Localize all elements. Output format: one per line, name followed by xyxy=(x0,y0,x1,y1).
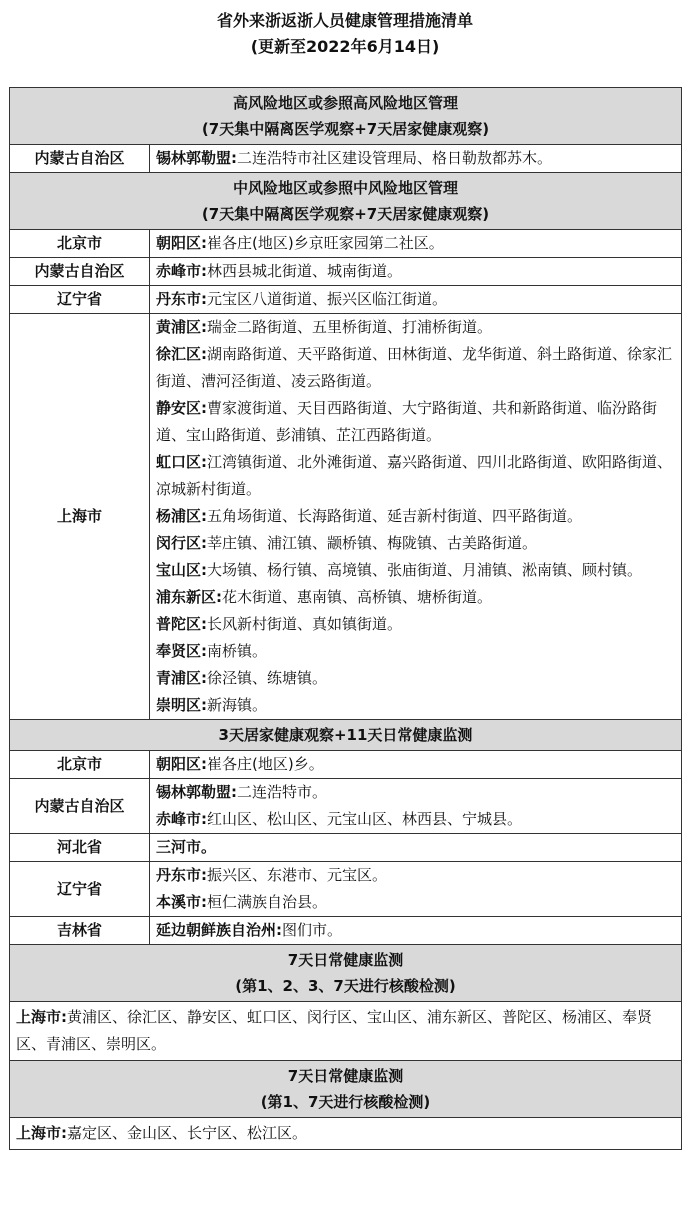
detail-entry xyxy=(156,834,675,861)
detail-entry xyxy=(156,230,675,257)
detail-entry xyxy=(156,611,675,638)
area-name: 锡林郭勒盟: xyxy=(156,783,237,801)
area-detail: 红山区、松山区、元宝山区、林西县、宁城县。 xyxy=(207,810,523,828)
area-detail: 五角场街道、长海路街道、延吉新村街道、四平路街道。 xyxy=(207,507,583,525)
area-detail: 崔各庄(地区)乡。 xyxy=(207,755,324,773)
area-name: 浦东新区: xyxy=(156,588,222,606)
area-detail: 江湾镇街道、北外滩街道、嘉兴路街道、四川北路街道、欧阳路街道、凉城新村街道。 xyxy=(156,453,673,498)
area-detail: 元宝区八道街道、振兴区临江街道。 xyxy=(207,290,448,308)
area-name: 杨浦区: xyxy=(156,507,207,525)
area-detail: 桓仁满族自治县。 xyxy=(207,893,328,911)
area-detail: 长风新村街道、真如镇街道。 xyxy=(207,615,403,633)
table-row xyxy=(10,314,682,720)
area-name: 闵行区: xyxy=(156,534,207,552)
detail-entry xyxy=(156,862,675,889)
section-title: 高风险地区或参照高风险地区管理 xyxy=(232,94,458,112)
detail-cell xyxy=(150,862,682,917)
section-title: 3天居家健康观察+11天日常健康监测 xyxy=(218,726,473,744)
table-row xyxy=(10,751,682,779)
area-name: 丹东市: xyxy=(156,866,207,884)
region-cell: 内蒙古自治区 xyxy=(10,258,150,286)
detail-entry xyxy=(156,779,675,806)
document-subtitle: (更新至2022年6月14日) xyxy=(250,37,440,56)
area-detail: 嘉定区、金山区、长宁区、松江区。 xyxy=(67,1124,308,1142)
region-cell: 北京市 xyxy=(10,751,150,779)
detail-entry xyxy=(156,806,675,833)
full-width-cell xyxy=(10,1002,682,1061)
table-row xyxy=(10,230,682,258)
detail-entry xyxy=(156,395,675,449)
section-header xyxy=(10,1061,682,1118)
region-cell: 辽宁省 xyxy=(10,862,150,917)
detail-entry xyxy=(156,503,675,530)
detail-cell xyxy=(150,314,682,720)
section-header xyxy=(10,945,682,1002)
detail-entry xyxy=(156,530,675,557)
section-title: 7天日常健康监测 xyxy=(287,1067,404,1085)
table-body xyxy=(10,88,682,1150)
area-name: 崇明区: xyxy=(156,696,207,714)
measures-table xyxy=(9,87,682,1150)
region-cell: 吉林省 xyxy=(10,917,150,945)
table-row xyxy=(10,286,682,314)
area-name: 黄浦区: xyxy=(156,318,207,336)
table-row xyxy=(10,862,682,917)
area-detail: 湖南路街道、天平路街道、田林街道、龙华街道、斜土路街道、徐家汇街道、漕河泾街道、凌云路街道。 xyxy=(156,345,673,390)
detail-entry xyxy=(156,341,675,395)
detail-entry xyxy=(156,286,675,313)
detail-cell xyxy=(150,834,682,862)
area-detail: 林西县城北街道、城南街道。 xyxy=(207,262,403,280)
table-row xyxy=(10,258,682,286)
document-title: 省外来浙返浙人员健康管理措施清单 xyxy=(216,11,473,30)
area-detail: 大场镇、杨行镇、高境镇、张庙街道、月浦镇、淞南镇、顾村镇。 xyxy=(207,561,643,579)
detail-entry xyxy=(156,258,675,285)
area-detail: 二连浩特市社区建设管理局、格日勒敖都苏木。 xyxy=(237,149,553,167)
document-header xyxy=(0,0,690,78)
section-note: (7天集中隔离医学观察+7天居家健康观察) xyxy=(201,120,490,138)
section-header-row xyxy=(10,88,682,145)
detail-entry xyxy=(156,638,675,665)
table-row xyxy=(10,917,682,945)
detail-entry xyxy=(156,889,675,916)
full-width-cell xyxy=(10,1118,682,1150)
detail-entry xyxy=(156,692,675,719)
table-row xyxy=(10,1002,682,1061)
detail-entry xyxy=(156,584,675,611)
detail-cell xyxy=(150,917,682,945)
section-header-row xyxy=(10,945,682,1002)
section-header xyxy=(10,88,682,145)
area-detail: 新海镇。 xyxy=(207,696,268,714)
detail-cell xyxy=(150,258,682,286)
detail-entry xyxy=(156,751,675,778)
table-row xyxy=(10,779,682,834)
section-header-row xyxy=(10,173,682,230)
area-name: 丹东市: xyxy=(156,290,207,308)
area-name: 静安区: xyxy=(156,399,207,417)
region-cell: 上海市 xyxy=(10,314,150,720)
area-name: 朝阳区: xyxy=(156,755,207,773)
area-detail: 花木街道、惠南镇、高桥镇、塘桥街道。 xyxy=(222,588,493,606)
area-name: 赤峰市: xyxy=(156,262,207,280)
section-note: (第1、7天进行核酸检测) xyxy=(260,1093,431,1111)
table-row xyxy=(10,1118,682,1150)
area-name: 上海市: xyxy=(16,1124,67,1142)
section-title: 中风险地区或参照中风险地区管理 xyxy=(232,179,458,197)
detail-entry xyxy=(156,665,675,692)
detail-entry xyxy=(156,917,675,944)
area-name: 虹口区: xyxy=(156,453,207,471)
detail-entry xyxy=(156,145,675,172)
area-detail: 图们市。 xyxy=(282,921,343,939)
table-row xyxy=(10,145,682,173)
section-header-row xyxy=(10,720,682,751)
area-detail: 徐泾镇、练塘镇。 xyxy=(207,669,328,687)
area-name: 上海市: xyxy=(16,1008,67,1026)
detail-cell xyxy=(150,751,682,779)
area-detail: 振兴区、东港市、元宝区。 xyxy=(207,866,388,884)
section-note: (7天集中隔离医学观察+7天居家健康观察) xyxy=(201,205,490,223)
detail-entry xyxy=(156,449,675,503)
detail-cell xyxy=(150,779,682,834)
section-header xyxy=(10,173,682,230)
area-name: 三河市。 xyxy=(156,838,217,856)
detail-cell xyxy=(150,286,682,314)
region-cell: 内蒙古自治区 xyxy=(10,145,150,173)
area-detail: 莘庄镇、浦江镇、颛桥镇、梅陇镇、古美路街道。 xyxy=(207,534,538,552)
region-cell: 河北省 xyxy=(10,834,150,862)
region-cell: 内蒙古自治区 xyxy=(10,779,150,834)
area-name: 延边朝鲜族自治州: xyxy=(156,921,282,939)
detail-entry xyxy=(156,314,675,341)
area-name: 青浦区: xyxy=(156,669,207,687)
section-title: 7天日常健康监测 xyxy=(287,951,404,969)
detail-cell xyxy=(150,145,682,173)
section-header-row xyxy=(10,1061,682,1118)
area-detail: 曹家渡街道、天目西路街道、大宁路街道、共和新路街道、临汾路街道、宝山路街道、彭浦镇、芷江西路街道。 xyxy=(156,399,658,444)
area-detail: 瑞金二路街道、五里桥街道、打浦桥街道。 xyxy=(207,318,493,336)
area-name: 朝阳区: xyxy=(156,234,207,252)
area-detail: 黄浦区、徐汇区、静安区、虹口区、闵行区、宝山区、浦东新区、普陀区、杨浦区、奉贤区、青浦区、崇明区。 xyxy=(16,1008,653,1053)
area-name: 锡林郭勒盟: xyxy=(156,149,237,167)
area-detail: 崔各庄(地区)乡京旺家园第二社区。 xyxy=(207,234,444,252)
area-name: 本溪市: xyxy=(156,893,207,911)
region-cell: 北京市 xyxy=(10,230,150,258)
table-row xyxy=(10,834,682,862)
area-detail: 二连浩特市。 xyxy=(237,783,328,801)
area-detail: 南桥镇。 xyxy=(207,642,268,660)
area-name: 徐汇区: xyxy=(156,345,207,363)
section-note: (第1、2、3、7天进行核酸检测) xyxy=(235,977,456,995)
detail-cell xyxy=(150,230,682,258)
area-name: 赤峰市: xyxy=(156,810,207,828)
area-name: 普陀区: xyxy=(156,615,207,633)
area-name: 奉贤区: xyxy=(156,642,207,660)
detail-entry xyxy=(156,557,675,584)
section-header xyxy=(10,720,682,751)
area-name: 宝山区: xyxy=(156,561,207,579)
region-cell: 辽宁省 xyxy=(10,286,150,314)
